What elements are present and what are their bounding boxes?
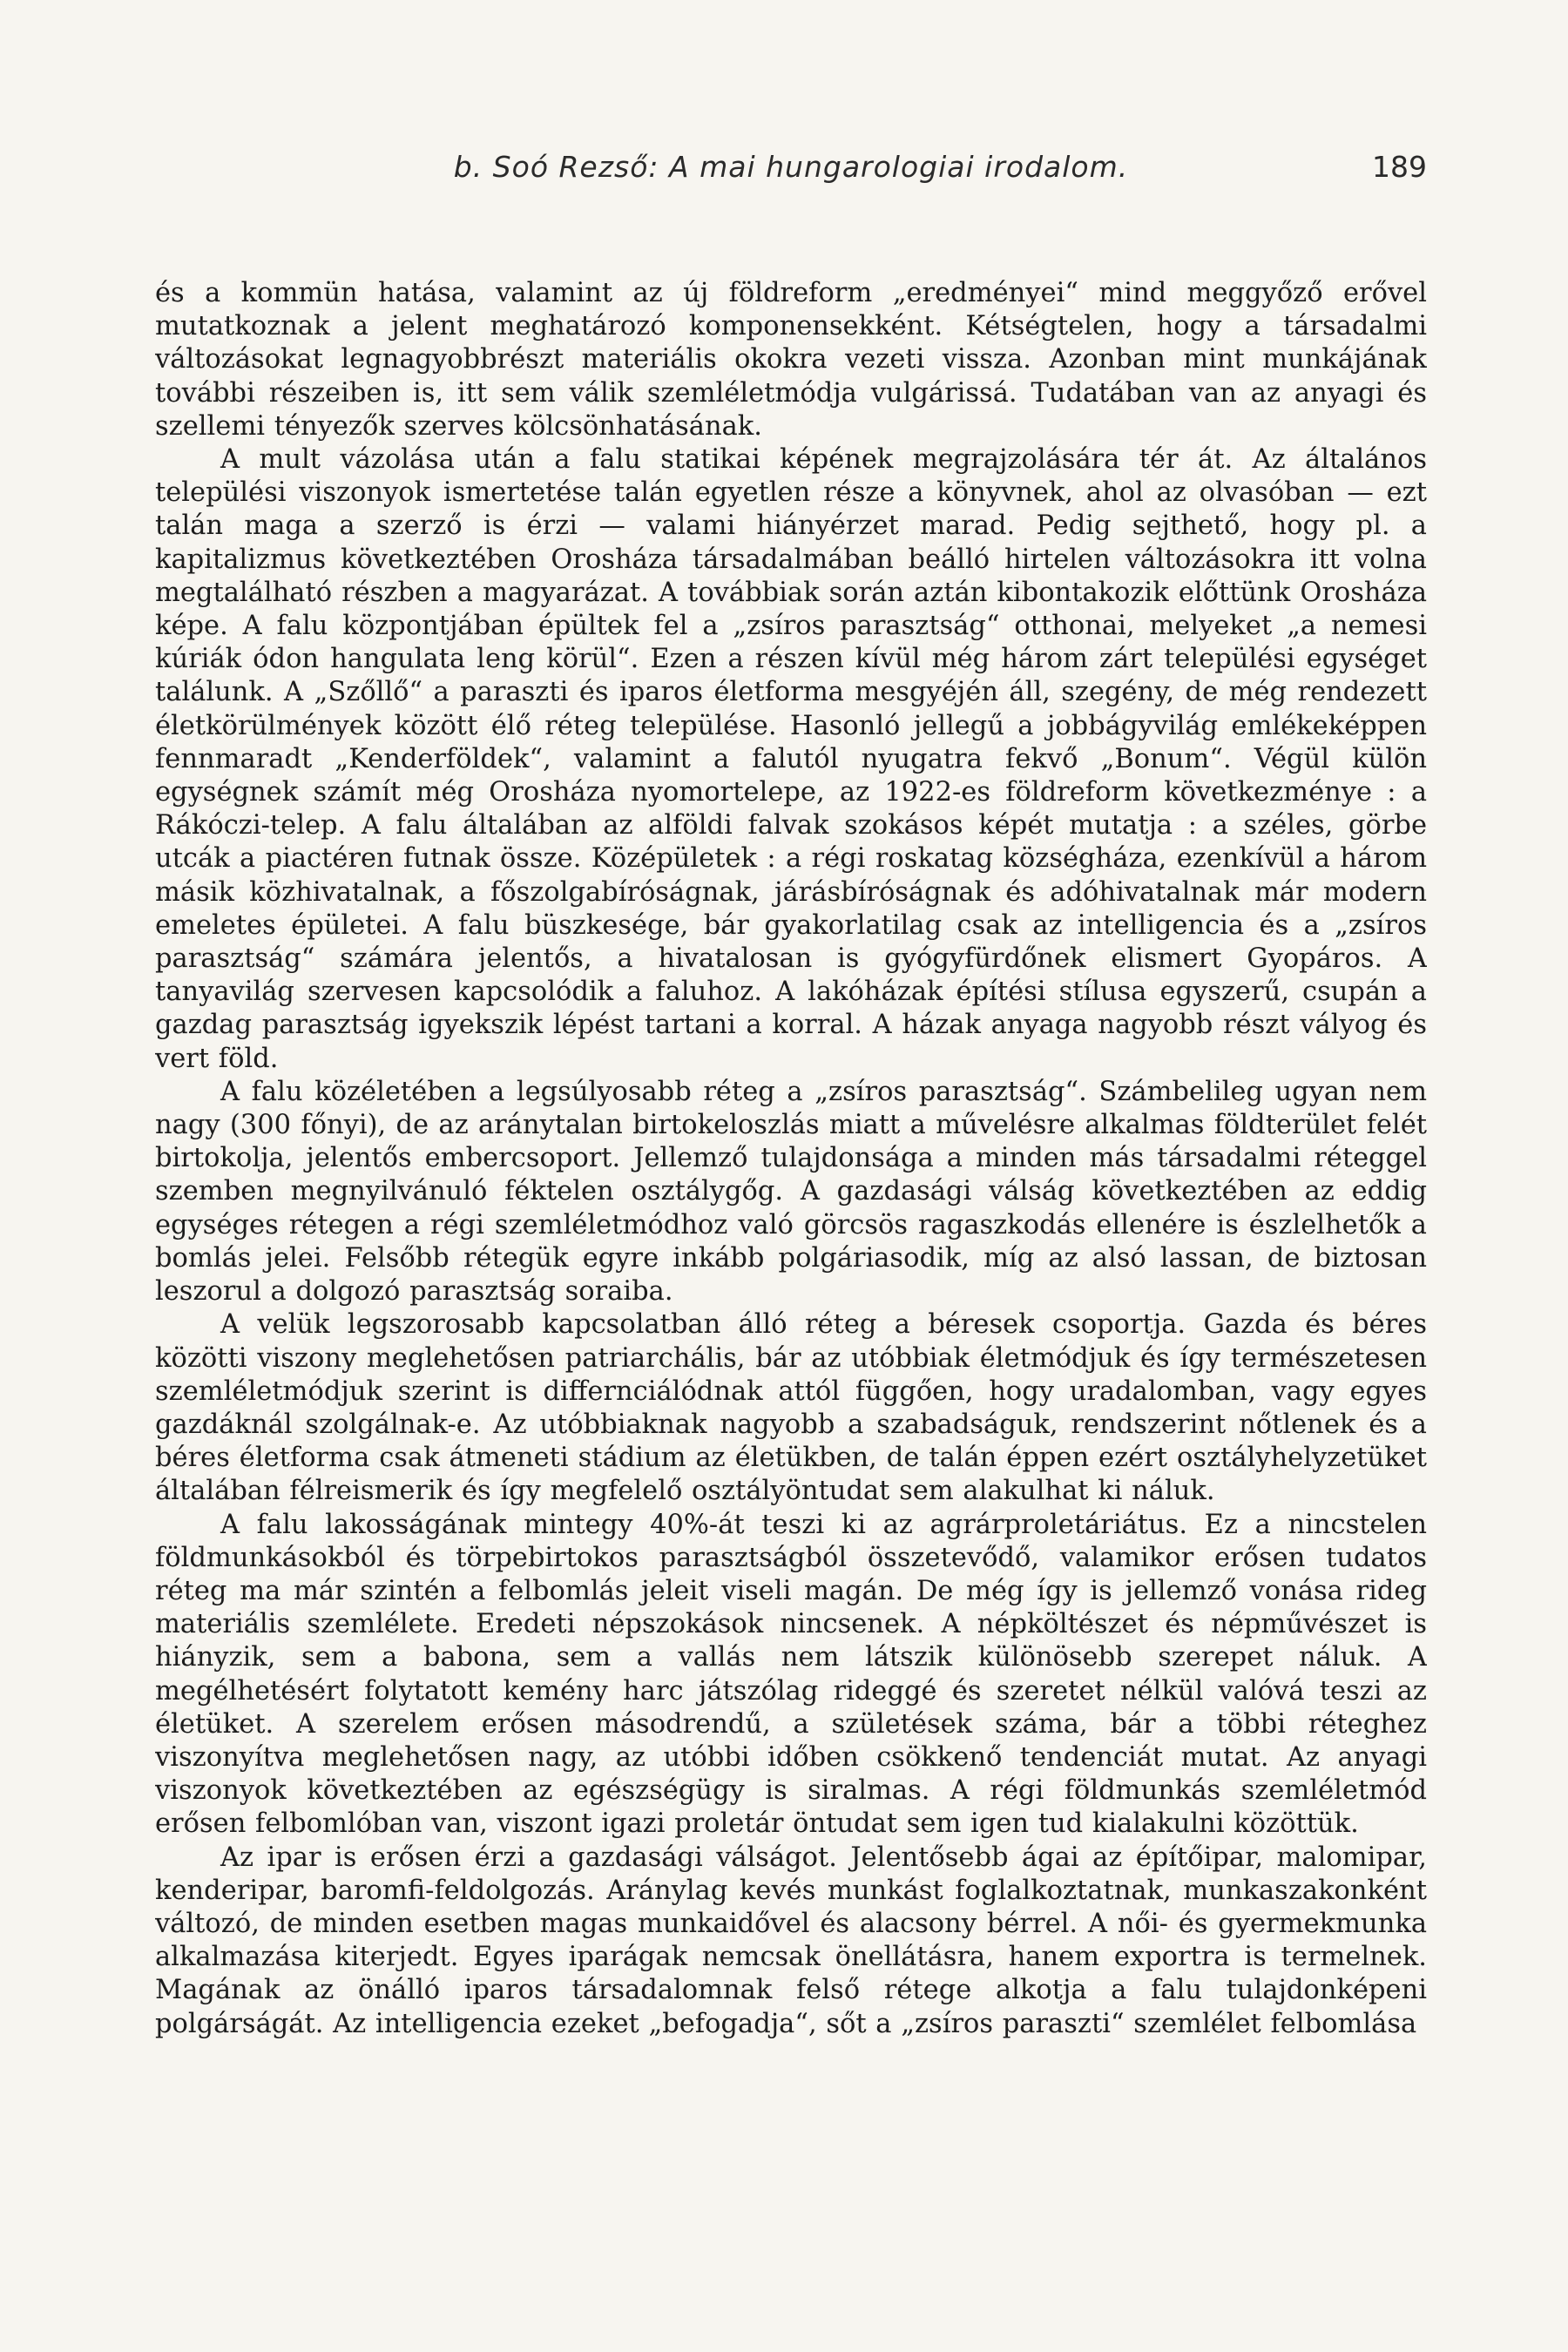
paragraph-continuation: és a kommün hatása, valamint az új földreform „eredményei“ mind meggyőző erővel mutatkoznak a jelent meghatározó komponensekként. Kétségtelen, hogy a társadalmi változásokat legnagyobbrészt materiális okokra vezeti vissza. Azonban mint munkájának további részeiben is, itt sem válik szemléletmódja vulgárissá. Tudatában van az anyagi és szellemi tényezők szerves kölcsönhatásának. xyxy=(155,278,1427,442)
paragraph-agrarian-proletariat: A falu lakosságának mintegy 40%-át teszi ki az agrárproletáriátus. Ez a nincstelen földmunkásokból és törpebirtokos parasztságból összetevődő, valamikor erősen tudatos réteg ma már szintén a felbomlás jeleit viseli magán. De még így is jellemző vonása rideg materiális szemlélete. Eredeti népszokások nincsenek. A népköltészet és népművészet is hiányzik, sem a babona, sem a vallás nem látszik különösebb szerepet náluk. A megélhetésért folytatott kemény harc játszólag rideggé és szeretet nélkül valóvá teszi az életüket. A szerelem erősen másodrendű, a születések száma, bár a többi réteghez viszonyítva meglehetősen nagy, az utóbbi időben csökkenő tendenciát mutat. Az anyagi viszonyok következtében az egészségügy is siralmas. A régi földmunkás szemléletmód erősen felbomlóban van, viszont igazi proletár öntudat sem igen tud kialakulni közöttük. xyxy=(155,1509,1427,1840)
page-number: 189 xyxy=(1372,150,1427,184)
paragraph-wealthy-peasantry: A falu közéletében a legsúlyosabb réteg a „zsíros parasztság“. Számbelileg ugyan nem nagy (300 főnyi), de az aránytalan birtokeloszlás miatt a művelésre alkalmas földterület felét birtokolja, jelentős embercsoport. Jellemző tulajdonsága a minden más társadalmi réteggel szemben megnyilvánuló féktelen osztálygőg. A gazdasági válság következtében az eddig egységes rétegen a régi szemléletmódhoz való görcsös ragaszkodás ellenére is észlelhetők a bomlás jelei. Felsőbb rétegük egyre inkább polgáriasodik, míg az alsó lassan, de biztosan leszorul a dolgozó parasztság soraiba. xyxy=(155,1076,1427,1308)
paragraph-farmhands: A velük legszorosabb kapcsolatban álló réteg a béresek csoportja. Gazda és béres közötti viszony meglehetősen patriarchális, bár az utóbbiak életmódjuk és így természetesen szemléletmódjuk szerint is differnciálódnak attól függően, hogy uradalomban, vagy egyes gazdáknál szolgálnak-e. Az utóbbiaknak nagyobb a szabadságuk, rendszerint nőtlenek és a béres életforma csak átmeneti stádium az életükben, de talán éppen ezért osztályhelyzetüket általában félreismerik és így megfelelő osztályöntudat sem alakulhat ki náluk. xyxy=(155,1309,1427,1507)
paragraph-industry: Az ipar is erősen érzi a gazdasági válságot. Jelentősebb ágai az építőipar, malomipar, kenderipar, baromfi-feldolgozás. Aránylag kevés munkást foglalkoztatnak, munkaszakonként változó, de minden esetben magas munkaidővel és alacsony bérrel. A női- és gyermekmunka alkalmazása kiterjedt. Egyes iparágak nemcsak önellátásra, hanem exportra is termelnek. Magának az önálló iparos társadalomnak felső rétege alkotja a falu tulajdonképeni polgárságát. Az intelligencia ezeket „befogadja“, sőt a „zsíros paraszti“ szemlélet felbomlása xyxy=(155,1842,1427,2039)
running-head xyxy=(155,150,1427,202)
running-title: b. Soó Rezső: A mai hungarologiai irodalom. xyxy=(453,150,1129,184)
body-text xyxy=(155,277,1427,2298)
paragraph-village-overview: A mult vázolása után a falu statikai képének megrajzolására tér át. Az általános települési viszonyok ismertetése talán egyetlen része a könyvnek, ahol az olvasóban — ezt talán maga a szerző is érzi — valami hiányérzet marad. Pedig sejthető, hogy pl. a kapitalizmus következtében Orosháza társadalmában beálló hirtelen változásokra itt volna megtalálható részben a magyarázat. A továbbiak során aztán kibontakozik előttünk Orosháza képe. A falu központjában épültek fel a „zsíros parasztság“ otthonai, melyeket „a nemesi kúriák ódon hangulata leng körül“. Ezen a részen kívül még három zárt települési egységet találunk. A „Szőllő“ a paraszti és iparos életforma mesgyéjén áll, szegény, de még rendezett életkörülmények között élő réteg települése. Hasonló jellegű a jobbágyvilág emlékeképpen fennmaradt „Kenderföldek“, valamint a falutól nyugatra fekvő „Bonum“. Végül külön egységnek számít még Orosháza nyomortelepe, az 1922-es földreform következménye : a Rákóczi-telep. A falu általában az alföldi falvak szokásos képét mutatja : a széles, görbe utcák a piactéren futnak össze. Középületek : a régi roskatag községháza, ezenkívül a három másik közhivatalnak, a főszolgabíróságnak, járásbíróságnak és adóhivatalnak már modern emeletes épületei. A falu büszkesége, bár gyakorlatilag csak az intelligencia és a „zsíros parasztság“ számára jelentős, a hivatalosan is gyógyfürdőnek elismert Gyopáros. A tanyavilág szervesen kapcsolódik a faluhoz. A lakóházak építési stílusa egyszerű, csupán a gazdag parasztság igyekszik lépést tartani a korral. A házak anyaga nagyobb részt vályog és vert föld. xyxy=(155,444,1427,1074)
